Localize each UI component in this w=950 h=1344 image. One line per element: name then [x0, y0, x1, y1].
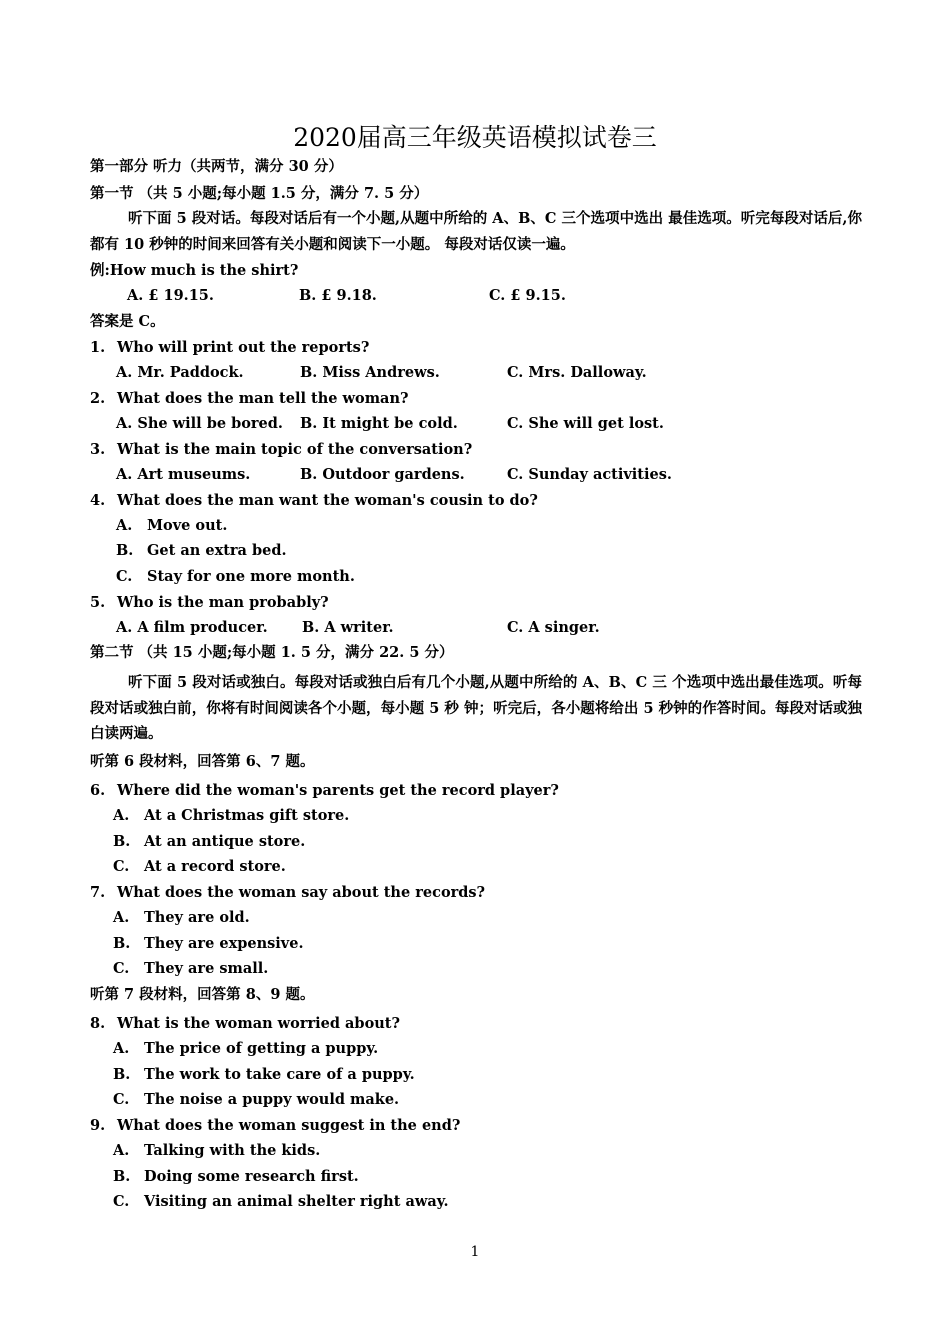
option-letter: A. [113, 1040, 130, 1057]
option-text: The noise a puppy would make. [144, 1091, 400, 1108]
question-text: What does the woman suggest in the end? [117, 1117, 461, 1134]
option-text: At a record store. [144, 858, 286, 875]
material-6-note: 听第 6 段材料，回答第 6、7 题。 [90, 753, 315, 770]
q1-option-c: C. Mrs. Dalloway. [507, 364, 647, 381]
question-number: 8. [90, 1015, 106, 1032]
example-question: 例:How much is the shirt? [90, 262, 299, 279]
q4-option-c [116, 567, 355, 587]
question-6 [90, 781, 559, 801]
q6-option-a [113, 806, 349, 826]
q2-option-a: A. She will be bored. [116, 415, 283, 432]
q9-option-c [113, 1192, 449, 1212]
question-text: What does the man want the woman's cousin to do? [117, 492, 538, 509]
option-letter: A. [113, 807, 130, 824]
q5-option-b: B. A writer. [302, 619, 394, 636]
option-letter: C. [113, 858, 130, 875]
option-text: They are expensive. [144, 935, 304, 952]
option-letter: B. [113, 833, 131, 850]
option-text: Talking with the kids. [144, 1142, 321, 1159]
option-letter: B. [116, 542, 134, 559]
page-title: 2020届高三年级英语模拟试卷三 [293, 123, 657, 152]
q8-option-a [113, 1039, 378, 1059]
q5-option-c: C. A singer. [507, 619, 600, 636]
question-number: 4. [90, 492, 106, 509]
section2-instructions: 听下面 5 段对话或独白。每段对话或独白后有几个小题,从题中所给的 A、B、C 三 个选项中选出最佳选项。听每段对话或独白前，你将有时间阅读各个小题，每小题 5 秒 钟；听完后，各小题将给出 5 秒钟的作答时间。每段对话或独白读两遍。 [90, 674, 862, 742]
example-answer: 答案是 C。 [90, 313, 165, 330]
q7-option-c [113, 959, 268, 979]
q3-option-c: C. Sunday activities. [507, 466, 672, 483]
q4-option-b [116, 541, 287, 561]
question-number: 2. [90, 390, 106, 407]
page-number: 1 [470, 1244, 480, 1260]
option-text: Stay for one more month. [147, 568, 355, 585]
question-number: 5. [90, 594, 106, 611]
q3-option-b: B. Outdoor gardens. [300, 466, 465, 483]
option-letter: C. [116, 568, 133, 585]
question-number: 7. [90, 884, 106, 901]
q5-option-a: A. A film producer. [116, 619, 268, 636]
question-1 [90, 338, 369, 358]
q7-option-b [113, 934, 304, 954]
q3-option-a: A. Art museums. [116, 466, 251, 483]
question-7 [90, 883, 485, 903]
q9-option-b [113, 1167, 359, 1187]
option-text: Get an extra bed. [147, 542, 287, 559]
section2-heading: 第二节 （共 15 小题;每小题 1. 5 分，满分 22. 5 分） [90, 644, 454, 661]
question-8 [90, 1014, 400, 1034]
q4-option-a [116, 516, 227, 536]
example-option-b: B. £ 9.18. [299, 287, 377, 304]
q6-option-c [113, 857, 286, 877]
option-letter: C. [113, 960, 130, 977]
question-text: Who will print out the reports? [117, 339, 370, 356]
question-4 [90, 491, 538, 511]
question-text: What does the woman say about the records? [117, 884, 486, 901]
option-letter: A. [113, 1142, 130, 1159]
option-text: Visiting an animal shelter right away. [144, 1193, 449, 1210]
question-text: What does the man tell the woman? [117, 390, 409, 407]
section1-heading: 第一节 （共 5 小题;每小题 1.5 分，满分 7. 5 分） [90, 185, 429, 202]
q1-option-a: A. Mr. Paddock. [116, 364, 244, 381]
question-3 [90, 440, 472, 460]
option-letter: A. [113, 909, 130, 926]
option-text: They are small. [144, 960, 269, 977]
question-5 [90, 593, 329, 613]
option-text: The work to take care of a puppy. [144, 1066, 415, 1083]
option-text: The price of getting a puppy. [144, 1040, 379, 1057]
option-text: Move out. [147, 517, 228, 534]
question-number: 9. [90, 1117, 106, 1134]
part1-heading: 第一部分 听力（共两节，满分 30 分） [90, 158, 343, 175]
question-number: 3. [90, 441, 106, 458]
option-text: They are old. [144, 909, 250, 926]
q7-option-a [113, 908, 250, 928]
option-text: At a Christmas gift store. [144, 807, 350, 824]
q6-option-b [113, 832, 305, 852]
q9-option-a [113, 1141, 320, 1161]
section1-instructions: 听下面 5 段对话。每段对话后有一个小题,从题中所给的 A、B、C 三个选项中选出 最佳选项。听完每段对话后,你都有 10 秒钟的时间来回答有关小题和阅读下一小题。 每段对话仅读一遍。 [90, 210, 862, 253]
q2-option-b: B. It might be cold. [300, 415, 458, 432]
q1-option-b: B. Miss Andrews. [300, 364, 440, 381]
question-9 [90, 1116, 460, 1136]
question-text: What is the main topic of the conversation? [117, 441, 473, 458]
example-option-c: C. £ 9.15. [489, 287, 566, 304]
option-letter: A. [116, 517, 133, 534]
option-letter: B. [113, 1066, 131, 1083]
question-number: 6. [90, 782, 106, 799]
option-letter: B. [113, 935, 131, 952]
question-text: What is the woman worried about? [117, 1015, 400, 1032]
option-text: Doing some research first. [144, 1168, 359, 1185]
q8-option-b [113, 1065, 415, 1085]
q2-option-c: C. She will get lost. [507, 415, 664, 432]
option-letter: B. [113, 1168, 131, 1185]
question-text: Where did the woman's parents get the record player? [117, 782, 559, 799]
option-letter: C. [113, 1193, 130, 1210]
question-text: Who is the man probably? [117, 594, 329, 611]
option-letter: C. [113, 1091, 130, 1108]
material-7-note: 听第 7 段材料，回答第 8、9 题。 [90, 986, 315, 1003]
example-option-a: A. £ 19.15. [127, 287, 214, 304]
q8-option-c [113, 1090, 399, 1110]
option-text: At an antique store. [144, 833, 306, 850]
question-number: 1. [90, 339, 106, 356]
question-2 [90, 389, 409, 409]
